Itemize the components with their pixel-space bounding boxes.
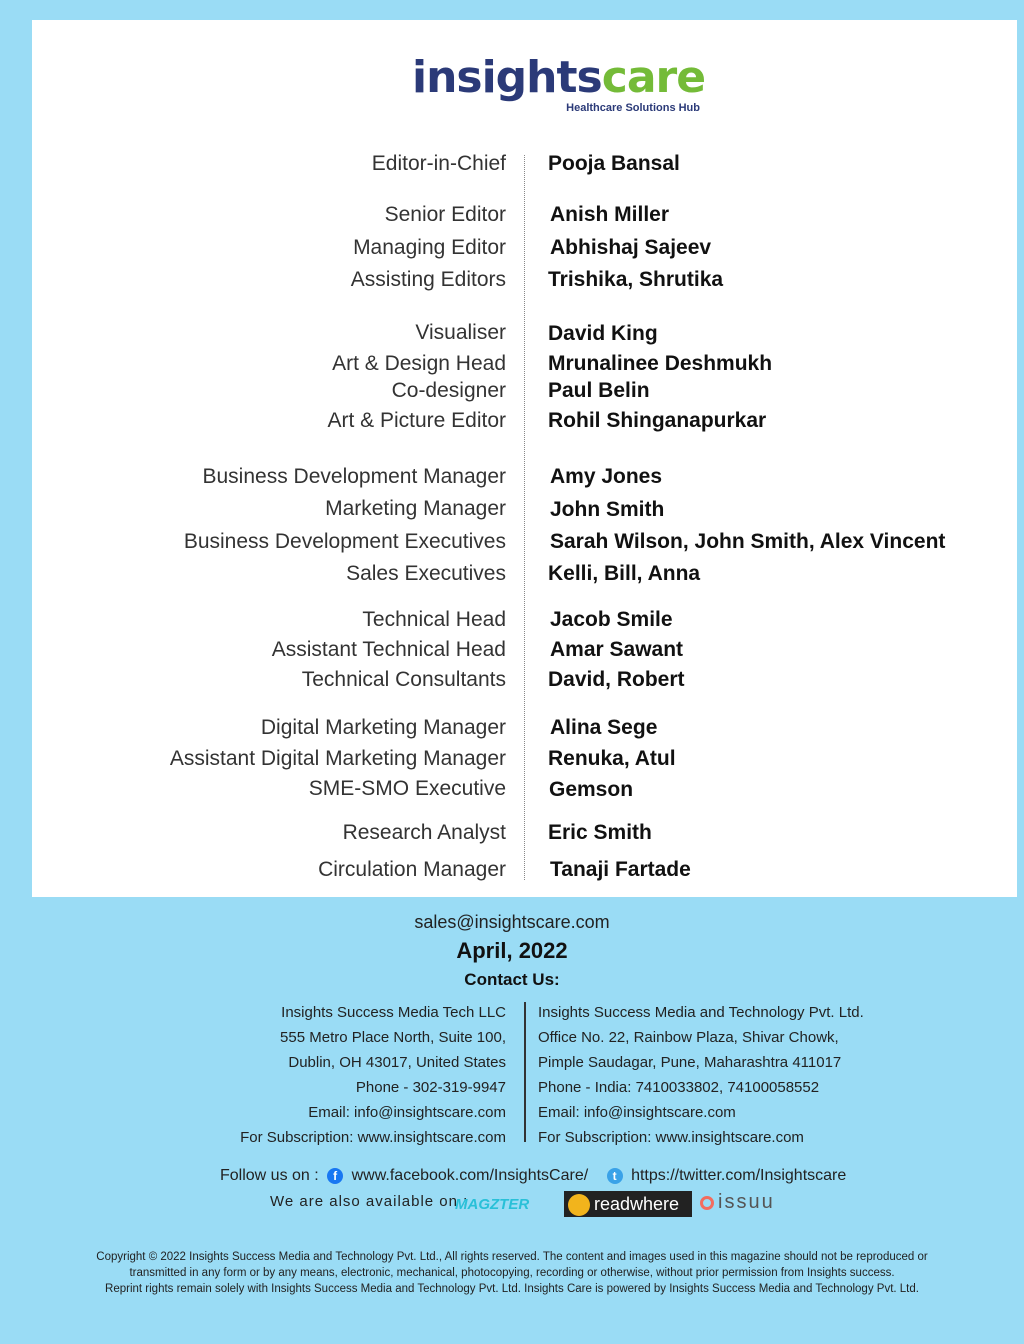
staff-name: Trishika, Shrutika [548, 268, 724, 291]
copyright-notice [40, 1249, 984, 1297]
staff-role: Research Analyst [342, 821, 506, 844]
email-line[interactable]: Email: info@insightscare.com [308, 1104, 506, 1121]
magzter-wordmark: MAGZTER [455, 1196, 530, 1213]
email-line[interactable]: Email: info@insightscare.com [538, 1104, 736, 1121]
staff-role: Technical Head [362, 608, 506, 631]
magzter-logo[interactable] [455, 1194, 529, 1216]
staff-role: Circulation Manager [318, 858, 506, 881]
available-label: We are also available on : [270, 1193, 469, 1210]
facebook-link[interactable]: www.facebook.com/InsightsCare/ [351, 1167, 589, 1184]
staff-name: Anish Miller [550, 203, 670, 226]
staff-name: David King [548, 322, 658, 345]
issuu-wordmark: issuu [718, 1191, 775, 1213]
staff-name: Amy Jones [550, 465, 663, 488]
address-divider [524, 1002, 526, 1142]
contact-heading: Contact Us: [464, 970, 560, 989]
staff-role: Visualiser [415, 321, 506, 344]
twitter-link[interactable]: https://twitter.com/Insightscare [631, 1167, 847, 1184]
staff-name: Paul Belin [548, 379, 650, 402]
readwhere-wordmark: readwhere [594, 1194, 680, 1214]
staff-role: Digital Marketing Manager [260, 716, 506, 739]
staff-name: Jacob Smile [550, 608, 673, 631]
address-line: Insights Success Media and Technology Pvt. Ltd. [538, 1004, 864, 1021]
twitter-icon: t [607, 1168, 623, 1184]
follow-label: Follow us on : [220, 1167, 319, 1184]
address-us [240, 1000, 506, 1150]
staff-name: Gemson [549, 778, 634, 801]
staff-role: Sales Executives [346, 562, 506, 585]
copyright-line: Reprint rights remain solely with Insights Success Media and Technology Pvt. Ltd. Insights Care is powered by Insights Success Media and Technology Pvt. Ltd. [105, 1283, 919, 1295]
staff-role: Art & Design Head [332, 352, 506, 375]
address-line: 555 Metro Place North, Suite 100, [280, 1029, 506, 1046]
address-line: Office No. 22, Rainbow Plaza, Shivar Chowk, [538, 1029, 839, 1046]
copyright-line: Copyright © 2022 Insights Success Media and Technology Pvt. Ltd., All rights reserved. The content and images used in this magazine should not be reproduced or [96, 1251, 928, 1263]
phone-line: Phone - 302-319-9947 [355, 1079, 506, 1096]
staff-role: Art & Picture Editor [327, 409, 506, 432]
issuu-logo[interactable] [700, 1190, 775, 1214]
facebook-icon: f [327, 1168, 343, 1184]
follow-us [220, 1167, 846, 1185]
logo-wordmark-care: care [601, 52, 706, 103]
staff-name: Amar Sawant [550, 638, 684, 661]
staff-role: Co-designer [391, 379, 506, 402]
sales-email[interactable]: sales@insightscare.com [414, 912, 610, 932]
staff-role: Business Development Manager [202, 465, 506, 488]
staff-name: Renuka, Atul [548, 747, 676, 770]
staff-role: Managing Editor [353, 236, 506, 259]
copyright-line: transmitted in any form or by any means, electronic, mechanical, photocopying, recording or otherwise, without prior permission from Insights success. [129, 1267, 895, 1279]
staff-name: Sarah Wilson, John Smith, Alex Vincent [550, 530, 946, 553]
staff-name: Abhishaj Sajeev [550, 236, 712, 259]
staff-role: Technical Consultants [301, 668, 506, 691]
staff-role: SME-SMO Executive [308, 777, 506, 800]
staff-role: Assistant Digital Marketing Manager [169, 747, 506, 770]
phone-line: Phone - India: 7410033802, 74100058552 [538, 1079, 820, 1096]
address-india [538, 1000, 864, 1150]
staff-name: Tanaji Fartade [550, 858, 691, 881]
staff-role: Assisting Editors [350, 268, 506, 291]
staff-role: Business Development Executives [183, 530, 506, 553]
logo-tagline: Healthcare Solutions Hub [566, 102, 700, 114]
address-line: Pimple Saudagar, Pune, Maharashtra 411017 [538, 1054, 842, 1071]
staff-name: David, Robert [548, 668, 685, 691]
staff-role: Editor-in-Chief [371, 152, 506, 175]
address-line: Insights Success Media Tech LLC [281, 1004, 506, 1021]
issue-date: April, 2022 [456, 938, 568, 963]
address-line: Dublin, OH 43017, United States [288, 1054, 506, 1071]
owl-icon [568, 1194, 590, 1216]
staff-name: Pooja Bansal [548, 152, 680, 175]
logo-wordmark-insights: insights [412, 52, 602, 103]
staff-name: Alina Sege [550, 716, 658, 739]
staff-name: Eric Smith [548, 821, 652, 844]
staff-name: Rohil Shinganapurkar [548, 409, 767, 432]
staff-name: John Smith [550, 498, 665, 521]
staff-role: Marketing Manager [325, 497, 506, 520]
subscription-line[interactable]: For Subscription: www.insightscare.com [538, 1129, 804, 1146]
staff-divider [524, 155, 525, 880]
subscription-line[interactable]: For Subscription: www.insightscare.com [240, 1129, 506, 1146]
staff-role: Assistant Technical Head [271, 638, 506, 661]
staff-name: Kelli, Bill, Anna [548, 562, 701, 585]
insightscare-logo [412, 52, 712, 118]
logo-wordmark [412, 52, 705, 104]
staff-name: Mrunalinee Deshmukh [548, 352, 773, 375]
staff-role: Senior Editor [384, 203, 506, 226]
issuu-icon [700, 1196, 714, 1210]
readwhere-logo[interactable] [564, 1191, 692, 1217]
